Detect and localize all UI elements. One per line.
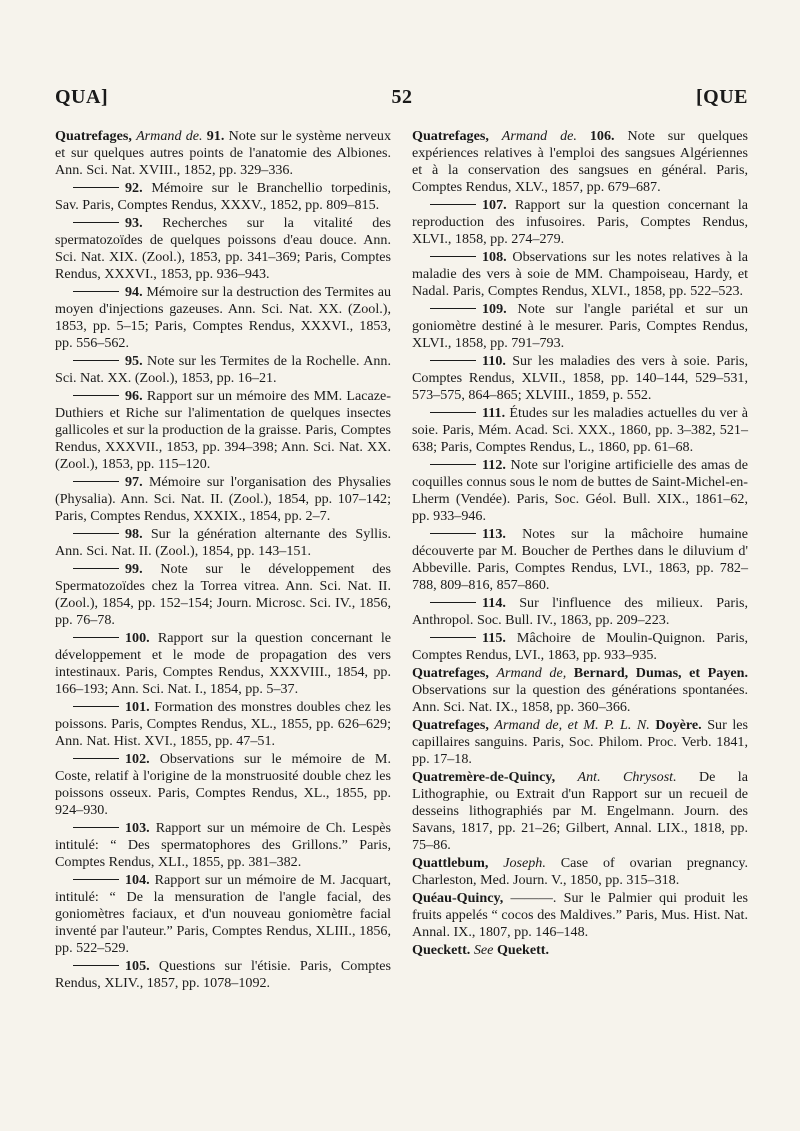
bibliography-entry (412, 249, 748, 300)
entry-number: 96. (125, 388, 143, 404)
entry-text: Note sur les Termites de la Rochelle. Ann. Sci. Nat. XX. (Zool.), 1853, pp. 16–21. (55, 353, 391, 386)
entry-text: Note sur l'origine artificielle des amas de coquilles connus sous le nom de buttes de Saint-Michel-en-Lherm (Vendée). Paris, Soc. Géol. Bull. XIX., 1861–62, pp. 933–946. (412, 457, 748, 524)
running-header (55, 86, 748, 109)
bibliography-entry (55, 284, 391, 352)
author-forename: Armand de. (501, 128, 577, 144)
bibliography-entry (55, 180, 391, 214)
left-column (55, 128, 391, 993)
entry-text: Rapport sur un mémoire de M. Jacquart, intitulé: “ De la mensuration de l'angle facial, des goniomètres faciaux, et d'un nouveau goniomètre facial inventé par l'auteur.” Paris, Comptes Rendus, XLIII., 1856, pp. 522–529. (55, 872, 391, 956)
entry-text: Sur le Palmier qui produit les fruits appelés “ cocos des Maldives.” Paris, Mus. Hist. Nat. Annal. IX., 1807, pp. 146–148. (412, 890, 748, 940)
bibliography-entry (55, 872, 391, 957)
header-right: [QUE (695, 86, 748, 108)
entry-text: Rapport sur un mémoire de Ch. Lespès intitulé: “ Des spermatophores des Grillons.” Paris, Comptes Rendus, XLI., 1855, pp. 381–382. (55, 820, 391, 870)
bibliography-entry (412, 665, 748, 716)
entry-number: 115. (482, 630, 506, 646)
entry-number: 106. (589, 128, 615, 144)
entry-number: 94. (125, 284, 143, 300)
bibliography-entry (55, 388, 391, 473)
columns (55, 128, 748, 993)
author-name: Quatremère-de-Quincy, (412, 769, 556, 785)
bibliography-entry (55, 820, 391, 871)
bibliography-entry (55, 958, 391, 992)
bibliography-entry (412, 717, 748, 768)
entry-text: Case of ovarian pregnancy. Charleston, Med. Journ. V., 1850, pp. 315–318. (412, 855, 748, 888)
ditto-rule (73, 395, 119, 396)
ditto-rule (73, 222, 119, 223)
entry-number: 110. (482, 353, 506, 369)
ditto-rule (430, 464, 476, 465)
entry-number: 111. (482, 405, 506, 421)
entry-number: 103. (125, 820, 150, 836)
entry-number: 109. (482, 301, 507, 317)
entry-text: Rapport sur la question concernant la reproduction des infusoires. Paris, Comptes Rendus, XLVI., 1858, pp. 274–279. (412, 197, 749, 247)
author-forename: See (473, 942, 494, 958)
ditto-rule (430, 533, 476, 534)
entry-text: Mâchoire de Moulin-Quignon. Paris, Comptes Rendus, LVI., 1863, pp. 933–935. (412, 630, 748, 663)
ditto-rule (73, 481, 119, 482)
entry-text: Questions sur l'étisie. Paris, Comptes Rendus, XLIV., 1857, pp. 1078–1092. (55, 958, 391, 991)
bibliography-entry (412, 526, 748, 594)
bibliography-entry (55, 561, 391, 629)
entry-text: Mémoire sur le Branchellio torpedinis, Sav. Paris, Comptes Rendus, XXXV., 1852, pp. 809–815. (55, 180, 391, 213)
bibliography-entry (412, 890, 748, 941)
entry-number: 97. (125, 474, 143, 490)
entry-number: 112. (482, 457, 506, 473)
entry-number: 102. (125, 751, 150, 767)
ditto-rule (73, 568, 119, 569)
author-name: Quatrefages, (55, 128, 132, 144)
entry-number: 101. (125, 699, 150, 715)
coauthor-name: Quekett. (496, 942, 550, 958)
entry-text: Note sur le système nerveux et sur quelques autres points de l'anatomie des Albiones. Ann. Sci. Nat. XVIII., 1852, pp. 329–336. (55, 128, 392, 178)
ditto-rule (73, 965, 119, 966)
entry-number: 113. (482, 526, 506, 542)
ditto-rule (73, 533, 119, 534)
entry-text: Études sur les maladies actuelles du ver à soie. Paris, Mém. Acad. Sci. XXX., 1860, pp. 3–382, 521–638; Paris, Comptes Rendus, L., 1860, pp. 61–68. (412, 405, 748, 455)
entry-text: Notes sur la mâchoire humaine découverte par M. Boucher de Perthes dans le diluvium d' Abbeville. Paris, Comptes Rendus, LVI., 1863, pp. 782–788, 809–816, 857–860. (412, 526, 748, 593)
entry-text: Observations sur le mémoire de M. Coste, relatif à l'origine de la monstruosité double chez les poissons osseux. Paris, Comptes Rendus, XL., 1855, pp. 924–930. (55, 751, 391, 818)
entry-text: Sur l'influence des milieux. Paris, Anthropol. Soc. Bull. IV., 1863, pp. 209–223. (412, 595, 748, 628)
bibliography-entry (412, 301, 748, 352)
entry-number: 98. (125, 526, 143, 542)
author-forename: Ant. Chrysost. (577, 769, 677, 785)
entry-text: Rapport sur un mémoire des MM. Lacaze-Duthiers et Riche sur l'alimentation de quelques insectes gallicoles et sur la production de la graisse. Paris, Comptes Rendus, XXXVII., 1853, pp. 394–398; Ann. Sci. Nat. XX. (Zool.), 1853, pp. 115–120. (55, 388, 391, 472)
author-forename: Armand de, et M. P. L. N. (494, 717, 650, 733)
author-name: Quatrefages, (412, 717, 489, 733)
entry-number: 114. (482, 595, 506, 611)
entry-number: 108. (482, 249, 507, 265)
entry-text: Formation des monstres doubles chez les poissons. Paris, Comptes Rendus, XL., 1855, pp. 626–629; Ann. Nat. Hist. XVI., 1855, pp. 47–51. (55, 699, 391, 749)
entry-text: Note sur le développement des Spermatozoïdes chez la Torrea vitrea. Ann. Sci. Nat. II. (Zool.), 1854, pp. 152–154; Journ. Microsc. Sci. IV., 1856, pp. 76–78. (55, 561, 391, 628)
bibliography-entry (412, 630, 748, 664)
ditto-rule (430, 602, 476, 603)
author-name: Queckett. (412, 942, 471, 958)
ditto-rule (73, 637, 119, 638)
entry-text: Observations sur la question des générations spontanées. Ann. Sci. Nat. IX., 1858, pp. 360–366. (412, 682, 748, 715)
author-name: Quatrefages, (412, 665, 489, 681)
entry-number: 105. (125, 958, 150, 974)
bibliography-entry (55, 526, 391, 560)
bibliography-entry (55, 215, 391, 283)
entry-number: 91. (206, 128, 225, 144)
bibliography-entry (412, 855, 748, 889)
author-forename: Armand de, (496, 665, 567, 681)
ditto-rule (73, 706, 119, 707)
ditto-rule (73, 291, 119, 292)
ditto-rule (73, 879, 119, 880)
ditto-rule (430, 360, 476, 361)
bibliography-entry (412, 457, 748, 525)
ditto-rule (73, 187, 119, 188)
right-column (412, 128, 748, 993)
bibliography-entry (55, 353, 391, 387)
header-left: QUA] (55, 86, 109, 108)
ditto-rule (430, 637, 476, 638)
coauthor-name: Doyère. (655, 717, 702, 733)
entry-text: De la Lithographie, ou Extrait d'un Rapport sur un recueil de desseins lithographiés par M. Engelmann. Journ. des Savans, 1817, pp. 21–26; Gilbert, Annal. LIX., 1818, pp. 75–86. (412, 769, 748, 853)
author-name: Quattlebum, (412, 855, 489, 871)
entry-text: Rapport sur la question concernant le développement et le mode de propagation des vers intestinaux. Paris, Comptes Rendus, XXXVIII., 1854, pp. 166–193; Ann. Sci. Nat. I., 1854, pp. 5–37. (55, 630, 392, 697)
entry-text: Mémoire sur la destruction des Termites au moyen d'injections gazeuses. Ann. Sci. Nat. XX. (Zool.), 1853, pp. 5–15; Paris, Comptes Rendus, XXXVI., 1853, pp. 556–562. (55, 284, 392, 351)
entry-number: 100. (125, 630, 150, 646)
bibliography-entry (55, 751, 391, 819)
coauthor-name: Bernard, Dumas, et Payen. (573, 665, 748, 681)
author-forename: Armand de. (136, 128, 203, 144)
bibliography-entry (412, 942, 748, 959)
bibliography-entry (55, 128, 391, 179)
ditto-rule (430, 204, 476, 205)
author-name: Quatrefages, (412, 128, 489, 144)
entry-number: 92. (125, 180, 143, 196)
ditto-rule (430, 308, 476, 309)
bibliography-entry (55, 474, 391, 525)
bibliography-entry (55, 699, 391, 750)
bibliography-entry (412, 197, 748, 248)
author-forename: Joseph. (503, 855, 546, 871)
entry-number: 95. (125, 353, 143, 369)
entry-number: 107. (482, 197, 507, 213)
blank-forename: ———. (510, 890, 557, 906)
bibliography-entry (412, 769, 748, 854)
bibliography-entry (412, 128, 748, 196)
entry-number: 99. (125, 561, 143, 577)
entry-text: Recherches sur la vitalité des spermatozoïdes de quelques poissons d'eau douce. Ann. Sci. Nat. XIX. (Zool.), 1853, pp. 341–369; Paris, Comptes Rendus, XXXVI., 1853, pp. 936–943. (55, 215, 391, 282)
ditto-rule (73, 360, 119, 361)
entry-text: Sur la génération alternante des Syllis. Ann. Sci. Nat. II. (Zool.), 1854, pp. 143–151. (55, 526, 391, 559)
entry-text: Observations sur les notes relatives à la maladie des vers à soie de MM. Champoiseau, Hardy, et Nadal. Paris, Comptes Rendus, XLVI., 1858, pp. 522–523. (412, 249, 749, 299)
bibliography-entry (412, 353, 748, 404)
entry-text: Note sur quelques expériences relatives à l'emploi des sangsues Algériennes et à la conservation des sangsues en général. Paris, Comptes Rendus, XLV., 1857, pp. 679–687. (412, 128, 748, 195)
ditto-rule (430, 256, 476, 257)
ditto-rule (430, 412, 476, 413)
bibliography-entry (412, 595, 748, 629)
ditto-rule (73, 827, 119, 828)
entry-number: 93. (125, 215, 143, 231)
entry-text: Mémoire sur l'organisation des Physalies (Physalia). Ann. Sci. Nat. II. (Zool.), 1854, pp. 107–142; Paris, Comptes Rendus, XXXIX., 1854, pp. 2–7. (55, 474, 391, 524)
ditto-rule (73, 758, 119, 759)
page-number: 52 (391, 86, 413, 108)
bibliography-entry (55, 630, 391, 698)
entry-text: Sur les capillaires sanguins. Paris, Soc. Philom. Proc. Verb. 1841, pp. 17–18. (412, 717, 748, 767)
entry-text: Note sur l'angle pariétal et sur un goniomètre destiné à le mesurer. Paris, Comptes Rendus, XLVI., 1858, pp. 791–793. (412, 301, 748, 351)
entry-text: Sur les maladies des vers à soie. Paris, Comptes Rendus, XLVII., 1858, pp. 140–144, 529–531, 573–575, 864–865; XLVIII., 1859, p. 552. (412, 353, 748, 403)
entry-number: 104. (125, 872, 150, 888)
author-name: Quéau-Quincy, (412, 890, 504, 906)
bibliography-entry (412, 405, 748, 456)
